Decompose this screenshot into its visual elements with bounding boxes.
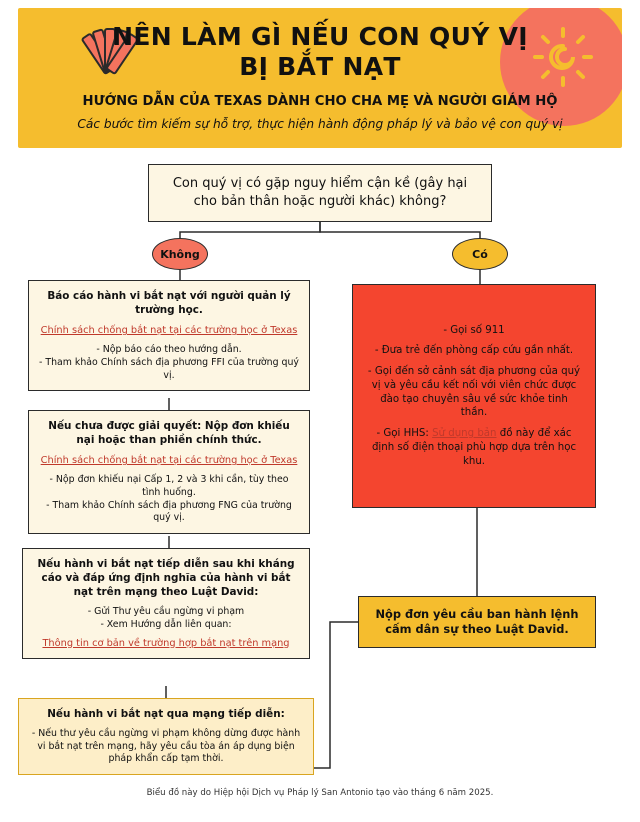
node3-link[interactable]: Thông tin cơ bản về trường hợp bắt nạt trên mạng: [42, 637, 290, 649]
node-report-bullying: [28, 280, 310, 391]
node4-heading: Nếu hành vi bắt nạt qua mạng tiếp diễn:: [47, 708, 285, 720]
node3-bullet-1: - Gửi Thư yêu cầu ngừng vi phạm: [87, 606, 245, 618]
node3-heading: Nếu hành vi bắt nạt tiếp diễn sau khi kháng cáo và đáp ứng định nghĩa của hành vi bắt nạt trên mạng theo Luật David:: [37, 558, 295, 599]
branch-no-text: Không: [160, 247, 200, 261]
branch-yes-text: Có: [472, 247, 488, 261]
emergency-line-1: - Gọi số 911: [443, 324, 505, 336]
node1-bullet-2: - Tham khảo Chính sách địa phương FFI của trường quý vị.: [39, 357, 299, 381]
header-subtitle: HƯỚNG DẪN CỦA TEXAS DÀNH CHO CHA MẸ VÀ NGƯỜI GIÁM HỘ: [82, 94, 558, 109]
node-civil-injunction: [358, 596, 596, 648]
hhs-suffix: đồ này để xác định số điện thoại phù hợp dựa trên học khu.: [371, 428, 577, 467]
hhs-prefix: - Gọi HHS:: [376, 428, 429, 440]
node2-bullet-2: - Tham khảo Chính sách địa phương FNG của trường quý vị.: [46, 499, 292, 524]
hhs-map-link[interactable]: Sử dụng bản: [432, 428, 497, 440]
node2-heading: Nếu chưa được giải quyết: Nộp đơn khiếu nại hoặc than phiền chính thức.: [48, 420, 290, 447]
node-emergency-actions: [352, 284, 596, 508]
node2-link[interactable]: Chính sách chống bắt nạt tại các trường học ở Texas: [40, 455, 298, 467]
node2-bullet-1: - Nộp đơn khiếu nại Cấp 1, 2 và 3 khi cần, tùy theo tình huống.: [49, 474, 289, 498]
node1-heading: Báo cáo hành vi bắt nạt với người quản lý trường học.: [47, 290, 291, 317]
node4-bullet-1: - Nếu thư yêu cầu ngừng vi phạm không dừng được hành vi bắt nạt trên mạng, hãy yêu cầu tòa án áp dụng biện pháp khẩn cấp tạm thời.: [31, 728, 301, 765]
question-text: Con quý vị có gặp nguy hiểm cận kề (gây hại cho bản thân hoặc người khác) không?: [172, 176, 468, 209]
node-initial-question: [148, 164, 492, 222]
flowchart-canvas: [0, 148, 640, 822]
page-title: NÊN LÀM GÌ NẾU CON QUÝ VỊ BỊ BẮT NẠT: [112, 22, 528, 81]
emergency-line-2: - Đưa trẻ đến phòng cấp cứu gần nhất.: [374, 345, 574, 357]
node3-bullet-2: - Xem Hướng dẫn liên quan:: [100, 618, 232, 630]
header-banner: [18, 8, 622, 148]
node-continued-cyberbullying: [18, 698, 314, 775]
injunction-text: Nộp đơn yêu cầu ban hành lệnh cấm dân sự theo Luật David.: [375, 606, 579, 636]
node1-bullet-1: - Nộp báo cáo theo hướng dẫn.: [96, 344, 242, 356]
branch-label-yes: [452, 238, 508, 270]
node-file-complaint: [28, 410, 310, 534]
emergency-hhs-line: [367, 427, 581, 468]
node-davids-law-cyberbullying: [22, 548, 310, 659]
header-tagline: Các bước tìm kiếm sự hỗ trợ, thực hiện hành động pháp lý và bảo vệ con quý vị: [77, 116, 563, 131]
node1-link[interactable]: Chính sách chống bắt nạt tại các trường học ở Texas: [40, 325, 298, 337]
branch-label-no: [152, 238, 208, 270]
footer-credit: Biểu đồ này do Hiệp hội Dịch vụ Pháp lý San Antonio tạo vào tháng 6 năm 2025.: [146, 788, 494, 798]
emergency-line-3: - Gọi đến sở cảnh sát địa phương của quý vị và yêu cầu kết nối với viên chức được đào tạo chuyên sâu về sức khỏe tinh thần.: [367, 366, 581, 419]
